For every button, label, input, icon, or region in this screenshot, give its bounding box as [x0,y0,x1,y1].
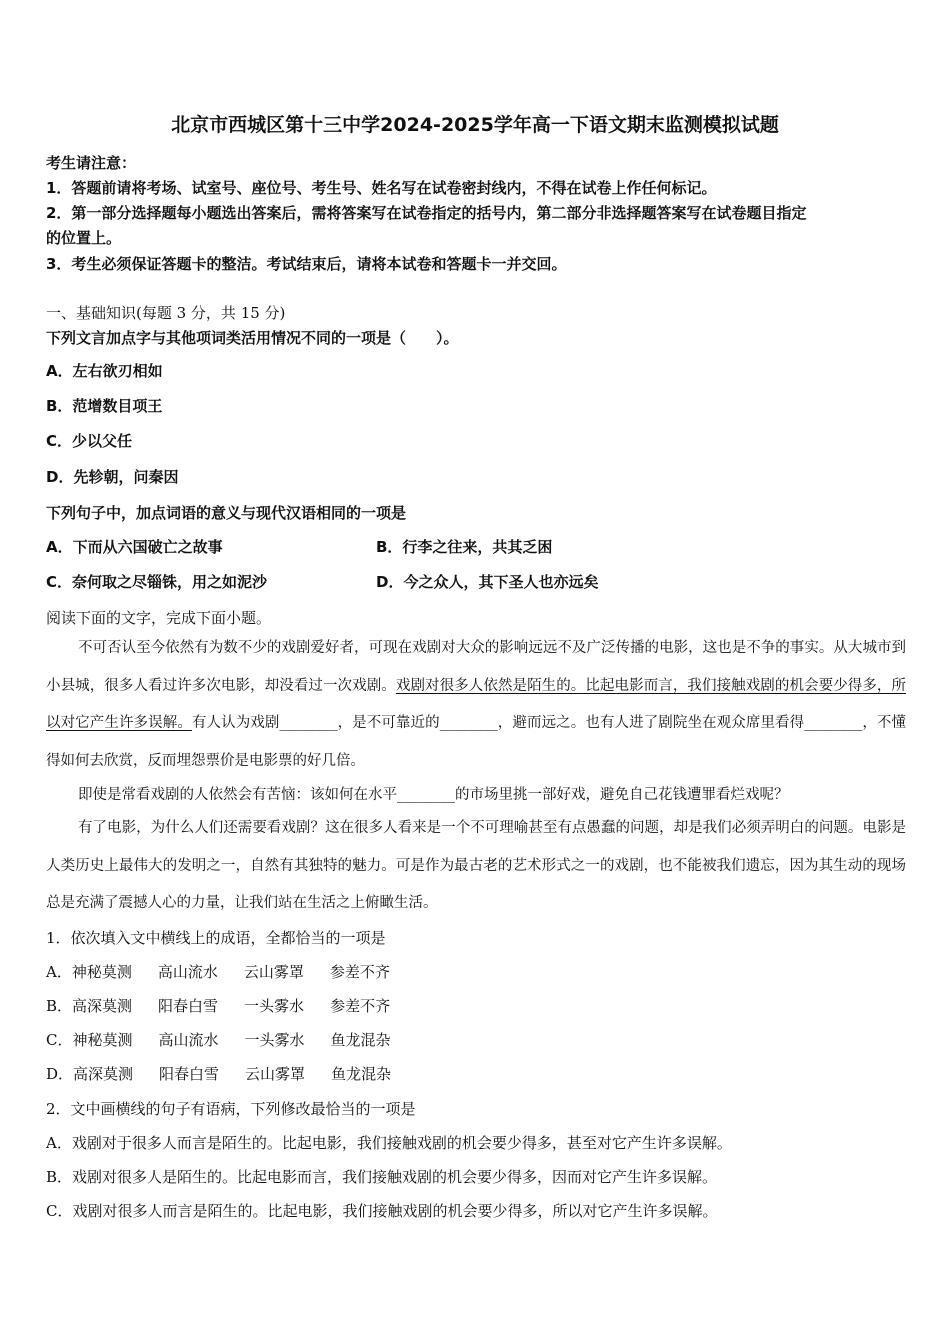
underlined-sentence: 戏剧对很多人依然是陌生的。比起电影而言，我们接触戏剧的机会要少得多，所以对它产生许多误解。 [46,677,907,731]
option-text: 高山流水 [158,1031,219,1049]
notice-heading: 考生请注意： [46,154,137,172]
option-text: 云山雾罩 [243,963,304,981]
notice-item-2a: 2．第一部分选择题每小题选出答案后，需将答案写在试卷指定的括号内，第二部分非选择题答案写在试卷题目指定 [46,204,807,222]
q-idiom-option-d [46,1063,391,1084]
option-text: 云山雾罩 [245,1065,306,1083]
reading-paragraph-1 [46,630,906,780]
q1-option-b: B．范增数目项王 [46,397,163,415]
option-text: 阳春白雪 [159,1065,220,1083]
notice-item-3: 3．考生必须保证答题卡的整洁。考试结束后，请将本试卷和答题卡一并交回。 [46,255,567,273]
option-text: C．神秘莫测 [46,1031,133,1049]
paragraph-1-text-a: 不可否认至今依然有为数不少的戏剧爱好者，可现在戏剧对大众的影响远远不及广泛传播的电影，这也是不争的事实。从大城市到小县城，很多人看过许多次电影，却没看过一次戏剧。 [46,640,906,694]
reading-paragraph-2: 即使是常看戏剧的人依然会有苦恼：该如何在水平________的市场里挑一部好戏，避免自己花钱遭罪看烂戏呢？ [78,787,789,803]
option-text: 一头雾水 [244,1031,305,1049]
q1-option-c: C．少以父任 [46,432,133,450]
q1-stem: 下列文言加点字与其他项词类活用情况不同的一项是（ ）。 [46,329,459,347]
option-text: D．高深莫测 [46,1065,134,1083]
q-fix-option-a: A．戏剧对于很多人而言是陌生的。比起电影，我们接触戏剧的机会要少得多，甚至对它产生许多误解。 [46,1134,732,1152]
reading-intro: 阅读下面的文字，完成下面小题。 [46,609,272,627]
q2-option-a: A．下而从六国破亡之故事 [46,538,223,556]
option-text: A．神秘莫测 [46,963,132,981]
q2-option-b: B．行李之往来，共其乏困 [376,538,553,556]
q1-option-d: D．先轸朝，问秦因 [46,468,179,486]
option-text: 一头雾水 [244,997,305,1015]
paragraph-1-text-b: 有人认为戏剧________，是不可靠近的________，避而远之。也有人进了剧院坐在观众席里看得________，不懂得如何去欣赏，反而埋怨票价是电影票的好几倍。 [46,715,907,769]
q-idiom-stem: 1．依次填入文中横线上的成语，全都恰当的一项是 [46,929,386,947]
q-idiom-option-b [46,995,390,1016]
q1-option-a: A．左右欲刃相如 [46,362,163,380]
q-idiom-option-a [46,961,390,982]
q-fix-stem: 2．文中画横线的句子有语病，下列修改最恰当的一项是 [46,1100,416,1118]
option-text: 鱼龙混杂 [330,1031,391,1049]
q2-option-d: D．今之众人，其下圣人也亦远矣 [376,573,599,591]
option-text: 鱼龙混杂 [331,1065,392,1083]
option-text: 参差不齐 [330,997,391,1015]
option-text: 阳春白雪 [158,997,219,1015]
q2-stem: 下列句子中，加点词语的意义与现代汉语相同的一项是 [46,504,407,522]
section-1-heading: 一、基础知识(每题 3 分，共 15 分) [46,304,286,322]
reading-paragraph-3: 有了电影，为什么人们还需要看戏剧？这在很多人看来是一个不可理喻甚至有点愚蠢的问题，却是我们必须弄明白的问题。电影是人类历史上最伟大的发明之一，自然有其独特的魅力。可是作为最古老的艺术形式之一的戏剧，也不能被我们遗忘，因为其生动的现场总是充满了震撼人心的力量，让我们站在生活之上俯瞰生活。 [46,820,906,911]
page-title: 北京市西城区第十三中学2024-2025学年高一下语文期末监测模拟试题 [171,114,779,136]
q-fix-option-c: C．戏剧对很多人而言是陌生的。比起电影，我们接触戏剧的机会要少得多，所以对它产生许多误解。 [46,1202,718,1220]
option-text: 高山流水 [157,963,218,981]
q2-option-c: C．奈何取之尽锱铢，用之如泥沙 [46,573,268,591]
notice-item-2b: 的位置上。 [46,229,122,247]
notice-item-1: 1．答题前请将考场、试室号、座位号、考生号、姓名写在试卷密封线内，不得在试卷上作任何标记。 [46,179,717,197]
q-fix-option-b: B．戏剧对很多人是陌生的。比起电影而言，我们接触戏剧的机会要少得多，因而对它产生许多误解。 [46,1168,718,1186]
option-text: B．高深莫测 [46,997,133,1015]
option-text: 参差不齐 [329,963,390,981]
q-idiom-option-c [46,1029,391,1050]
